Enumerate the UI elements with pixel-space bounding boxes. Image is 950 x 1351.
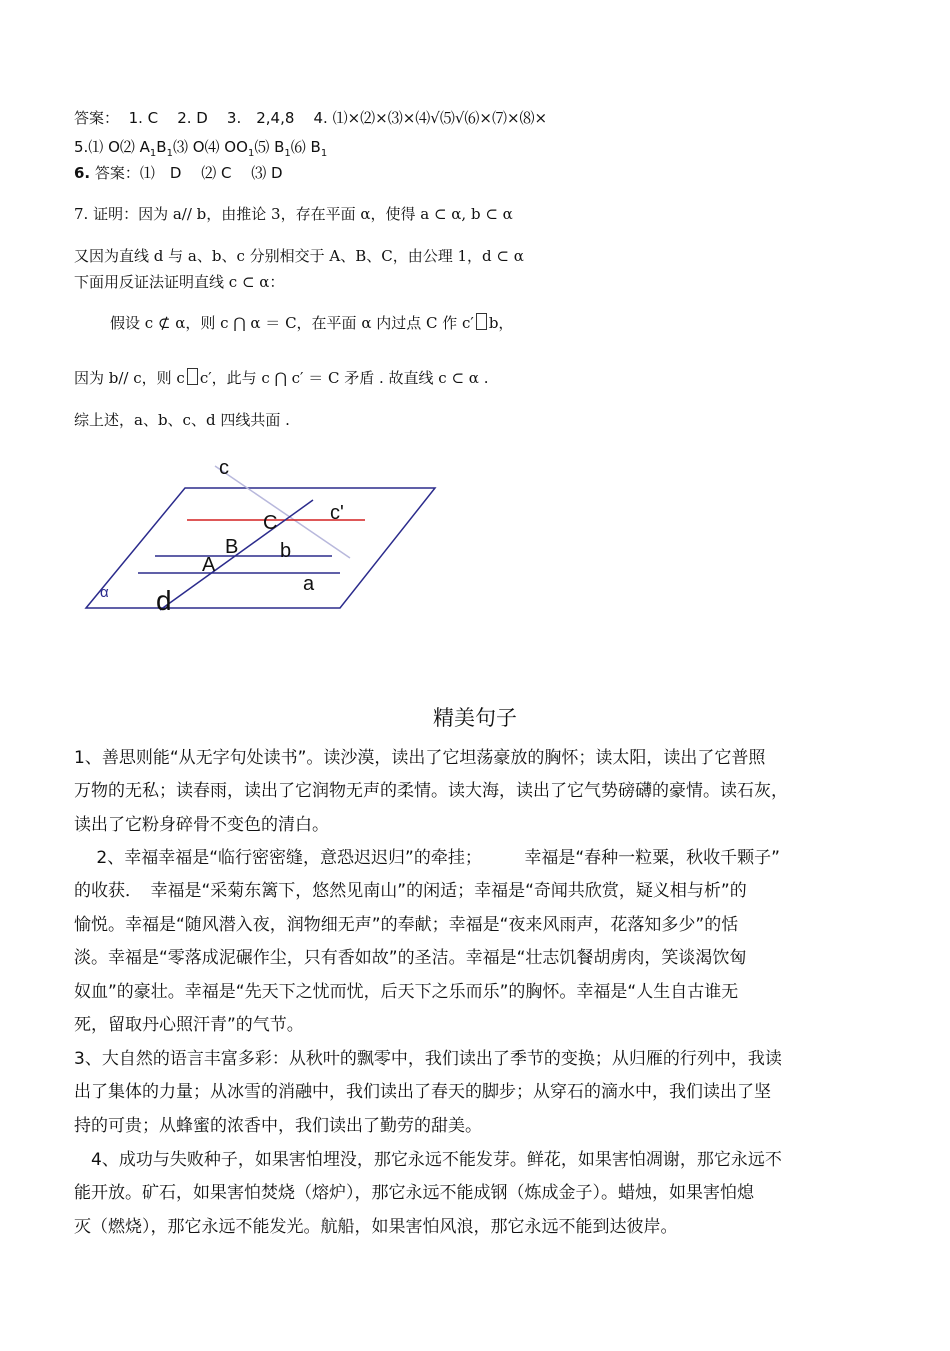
paragraph-line: 灭（燃烧），那它永远不能发光。航船，如果害怕风浪，那它永远不能到达彼岸。	[74, 1217, 678, 1237]
answer-5-part: 5.⑴ O⑵ A	[74, 138, 150, 156]
proof-contradiction-end: c′，此与 c ⋂ c′ ＝ C 矛盾 . 故直线 c ⊂ α .	[199, 369, 489, 387]
plane-alpha	[86, 488, 435, 608]
section-title: 精美句子	[433, 706, 517, 730]
answer-5-part: ⑶ O⑷ OO	[172, 138, 248, 156]
proof-line-2: 又因为直线 d 与 a、b、c 分别相交于 A、B、C，由公理 1，d ⊂ α	[74, 247, 524, 265]
answer-5-part: B	[156, 138, 167, 156]
subscript: 1	[149, 148, 157, 159]
label-point-A: A	[202, 554, 216, 576]
answer-6-number: 6.	[74, 164, 91, 182]
subscript: 1	[320, 148, 328, 159]
subscript: 1	[247, 148, 255, 159]
subscript: 1	[284, 148, 291, 159]
answer-label: 答案：	[74, 109, 120, 127]
paragraph-line: 4、成功与失败种子，如果害怕埋没，那它永远不能发芽。鲜花，如果害怕凋谢，那它永远不	[74, 1150, 782, 1170]
answer-q4: 4. ⑴×⑵×⑶×⑷√⑸√⑹×⑺×⑻×	[313, 109, 548, 127]
label-b: b	[280, 540, 292, 562]
answer-5-part: ⑸ B	[254, 138, 285, 156]
label-a: a	[303, 573, 315, 595]
paragraph-line: 出了集体的力量；从冰雪的消融中，我们读出了春天的脚步；从穿石的滴水中，我们读出了坚	[74, 1082, 771, 1102]
answer-6-text: 答案：⑴ D ⑵ C ⑶ D	[94, 164, 283, 182]
proof-line-1: 7. 证明：因为 a// b，由推论 3，存在平面 α，使得 a ⊂ α, b ⊂ α	[74, 205, 513, 223]
paragraph-line: 能开放。矿石，如果害怕焚烧（熔炉），那它永远不能成钢（炼成金子）。蜡烛，如果害怕熄	[74, 1183, 754, 1203]
proof-assumption-end: b，	[488, 314, 514, 332]
subscript: 1	[166, 148, 173, 159]
proof-conclusion: 综上述，a、b、c、d 四线共面 .	[74, 411, 290, 429]
label-c-prime: c'	[330, 502, 344, 524]
paragraph-line: 1、善思则能“从无字句处读书”。读沙漠，读出了它坦荡豪放的胸怀；读太阳，读出了它普照	[74, 748, 766, 768]
proof-contradiction-start: 因为 b// c，则 c	[74, 369, 185, 387]
answer-q1: 1. C	[128, 109, 159, 127]
paragraph-line: 2、幸福幸福是“临行密密缝，意恐迟迟归”的牵挂； 幸福是“春种一粒粟，秋收千颗子”	[74, 848, 780, 868]
label-c: c	[219, 457, 229, 479]
paragraph-line: 3、大自然的语言丰富多彩：从秋叶的飘零中，我们读出了季节的变换；从归雁的行列中，我读	[74, 1049, 782, 1069]
paragraph-line: 的收获． 幸福是“采菊东篱下，悠然见南山”的闲适；幸福是“奇闻共欣赏，疑义相与析”的	[74, 881, 747, 901]
paragraph-line: 持的可贵；从蜂蜜的浓香中，我们读出了勤劳的甜美。	[74, 1116, 482, 1136]
paragraph-line: 淡。幸福是“零落成泥碾作尘，只有香如故”的圣洁。幸福是“壮志饥餐胡虏肉，笑谈渴饮匈	[74, 948, 747, 968]
paragraph-line: 奴血”的豪壮。幸福是“先天下之忧而忧，后天下之乐而乐”的胸怀。幸福是“人生自古谁无	[74, 982, 739, 1002]
label-point-B: B	[225, 536, 239, 558]
paragraph-line: 死，留取丹心照汗青”的气节。	[74, 1015, 304, 1035]
answer-q2: 2. D	[177, 109, 208, 127]
proof-line-3: 下面用反证法证明直线 c ⊂ α：	[74, 273, 285, 291]
answer-q3: 3. 2,4,8	[226, 109, 295, 127]
paragraph-line: 万物的无私；读春雨，读出了它润物无声的柔情。读大海，读出了它气势磅礴的豪情。读石灰，	[74, 781, 788, 801]
paragraph-line: 读出了它粉身碎骨不变色的清白。	[74, 815, 329, 835]
paragraph-line: 愉悦。幸福是“随风潜入夜，润物细无声”的奉献；幸福是“夜来风雨声，花落知多少”的恬	[74, 915, 739, 935]
label-point-C: C	[263, 512, 278, 534]
proof-assumption: 假设 c ⊄ α，则 c ⋂ α ＝ C，在平面 α 内过点 C 作 c′	[110, 314, 474, 332]
answer-5-part: ⑹ B	[290, 138, 321, 156]
geometry-diagram	[0, 0, 950, 640]
label-d: d	[156, 585, 172, 616]
label-alpha: α	[100, 584, 109, 601]
